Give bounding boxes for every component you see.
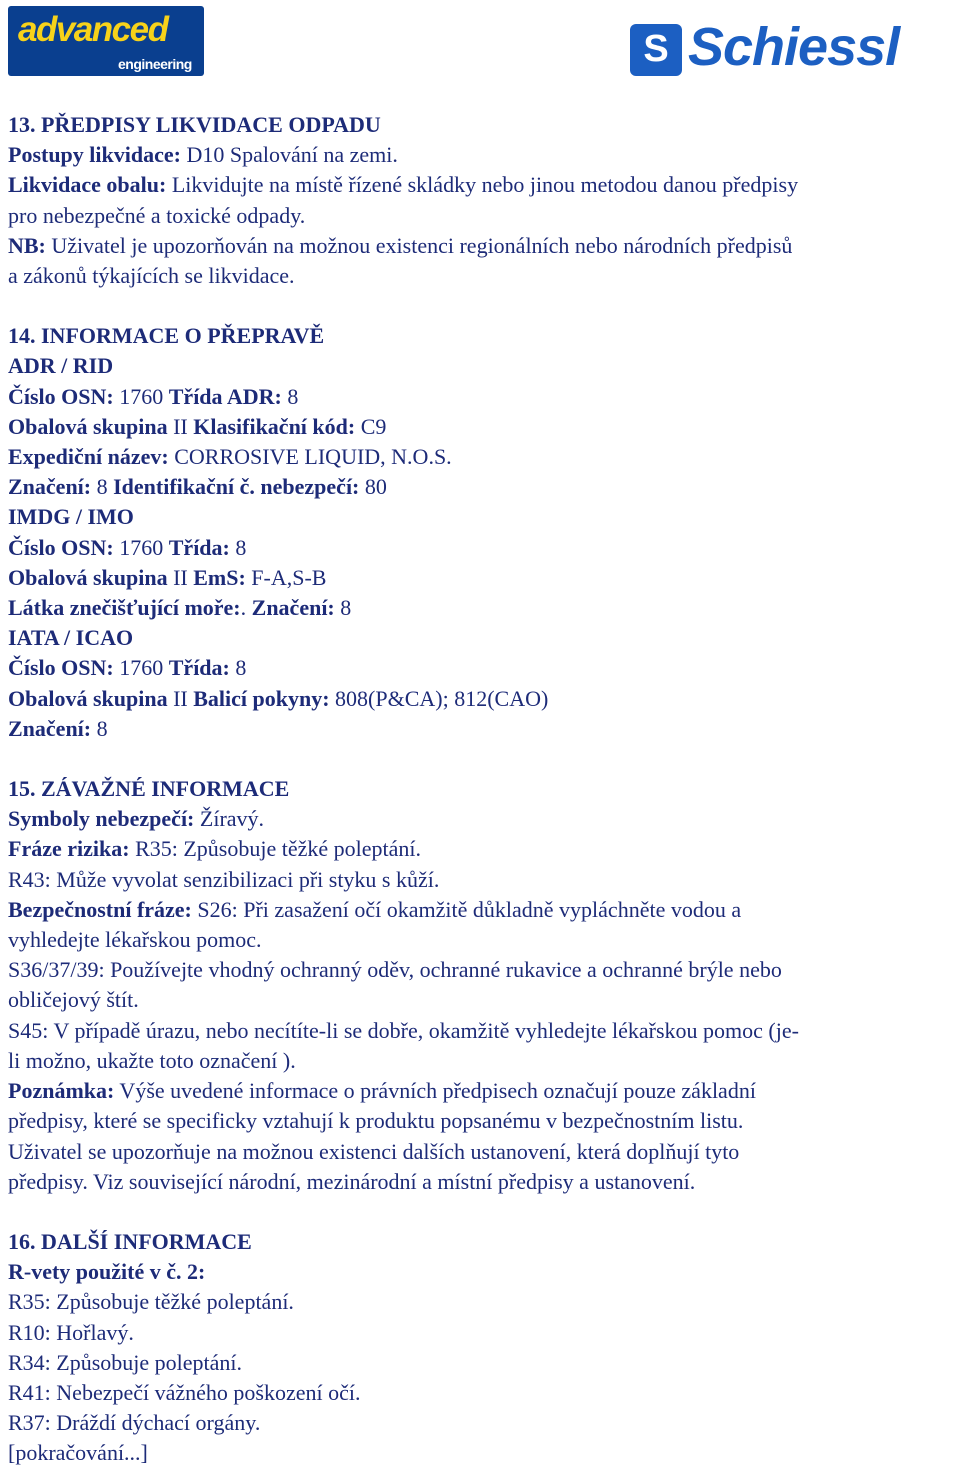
schiessl-mark-letter: S [643, 28, 669, 70]
safety-phrases-cont: vyhledejte lékařskou pomoc. [8, 927, 262, 953]
section-15-heading: 15. ZÁVAŽNÉ INFORMACE [8, 776, 290, 802]
section-14-heading: 14. INFORMACE O PŘEPRAVĚ [8, 323, 325, 349]
iata-group-line: Obalová skupina II Balicí pokyny: 808(P&CA); 812(CAO) [8, 685, 549, 711]
packaging-disposal-cont: pro nebezpečné a toxické odpady. [8, 202, 306, 228]
adr-group-line: Obalová skupina II Klasifikační kód: C9 [8, 413, 387, 439]
safety-phrase-s45: S45: V případě úrazu, nebo necítíte-li se dobře, okamžitě vyhledejte lékařskou pomoc (je- [8, 1017, 799, 1043]
logo-sub-text: engineering [118, 56, 192, 72]
adr-title: ADR / RID [8, 353, 114, 379]
document-body [8, 110, 953, 1469]
safety-phrase-s45-cont: li možno, ukažte toto označení ). [8, 1047, 296, 1073]
advanced-engineering-logo [8, 6, 204, 76]
r-phrase-r10: R10: Hořlavý. [8, 1319, 134, 1345]
spacer [8, 744, 953, 774]
continuation-marker: [pokračování...] [8, 1440, 148, 1466]
r-phrase-r35: R35: Způsobuje těžké poleptání. [8, 1289, 294, 1315]
spacer [8, 291, 953, 321]
packaging-disposal-line: Likvidace obalu: Likvidujte na místě řízené skládky nebo jinou metodou danou předpisy [8, 172, 799, 198]
section-13-heading: 13. PŘEDPISY LIKVIDACE ODPADU [8, 112, 381, 137]
note-cont-2: Uživatel se upozorňuje na možnou existenci dalších ustanovení, která doplňují tyto [8, 1138, 740, 1164]
schiessl-logo [630, 17, 940, 78]
safety-phrases-line: Bezpečnostní fráze: S26: Při zasažení očí okamžitě důkladně vypláchněte vodou a [8, 896, 742, 922]
iata-title: IATA / ICAO [8, 625, 134, 651]
schiessl-wordmark: Schiessl [688, 17, 900, 77]
nb-note-line: NB: Uživatel je upozorňován na možnou existenci regionálních nebo národních předpisů [8, 232, 793, 258]
r-phrases-label: R-vety použité v č. 2: [8, 1259, 206, 1285]
logo-main-text: advanced [18, 10, 168, 49]
imdg-osn-line: Číslo OSN: 1760 Třída: 8 [8, 534, 247, 560]
iata-marking-line: Značení: 8 [8, 715, 108, 741]
imdg-pollutant-line: Látka znečišťující moře:. Značení: 8 [8, 595, 352, 621]
safety-phrase-s36-cont: obličejový štít. [8, 987, 139, 1013]
nb-note-cont: a zákonů týkajících se likvidace. [8, 263, 295, 289]
note-cont-3: předpisy. Viz související národní, mezinárodní a místní předpisy a ustanovení. [8, 1168, 696, 1194]
risk-phrase-r43: R43: Může vyvolat senzibilizaci při styku s kůží. [8, 866, 440, 892]
r-phrase-r34: R34: Způsobuje poleptání. [8, 1349, 243, 1375]
adr-marking-line: Značení: 8 Identifikační č. nebezpečí: 80 [8, 474, 387, 500]
disposal-methods-line: Postupy likvidace: D10 Spalování na zemi. [8, 142, 398, 168]
schiessl-mark-icon [630, 24, 682, 76]
hazard-symbols-line: Symboly nebezpečí: Žíravý. [8, 806, 265, 832]
risk-phrases-line: Fráze rizika: R35: Způsobuje těžké poleptání. [8, 836, 421, 862]
safety-phrase-s36: S36/37/39: Používejte vhodný ochranný oděv, ochranné rukavice a ochranné brýle nebo [8, 957, 782, 983]
imdg-group-line: Obalová skupina II EmS: F-A,S-B [8, 564, 327, 590]
imdg-title: IMDG / IMO [8, 504, 134, 530]
adr-shipping-name-line: Expediční název: CORROSIVE LIQUID, N.O.S. [8, 444, 452, 470]
r-phrase-r37: R37: Dráždí dýchací orgány. [8, 1410, 261, 1436]
note-line: Poznámka: Výše uvedené informace o právních předpisech označují pouze základní [8, 1078, 756, 1104]
adr-osn-line: Číslo OSN: 1760 Třída ADR: 8 [8, 383, 299, 409]
r-phrase-r41: R41: Nebezpečí vážného poškození očí. [8, 1379, 361, 1405]
section-16-heading: 16. DALŠÍ INFORMACE [8, 1228, 252, 1254]
spacer [8, 1197, 953, 1227]
iata-osn-line: Číslo OSN: 1760 Třída: 8 [8, 655, 247, 681]
page-header [0, 0, 960, 80]
note-cont-1: předpisy, které se specificky vztahují k produktu popsanému v bezpečnostním listu. [8, 1108, 744, 1134]
